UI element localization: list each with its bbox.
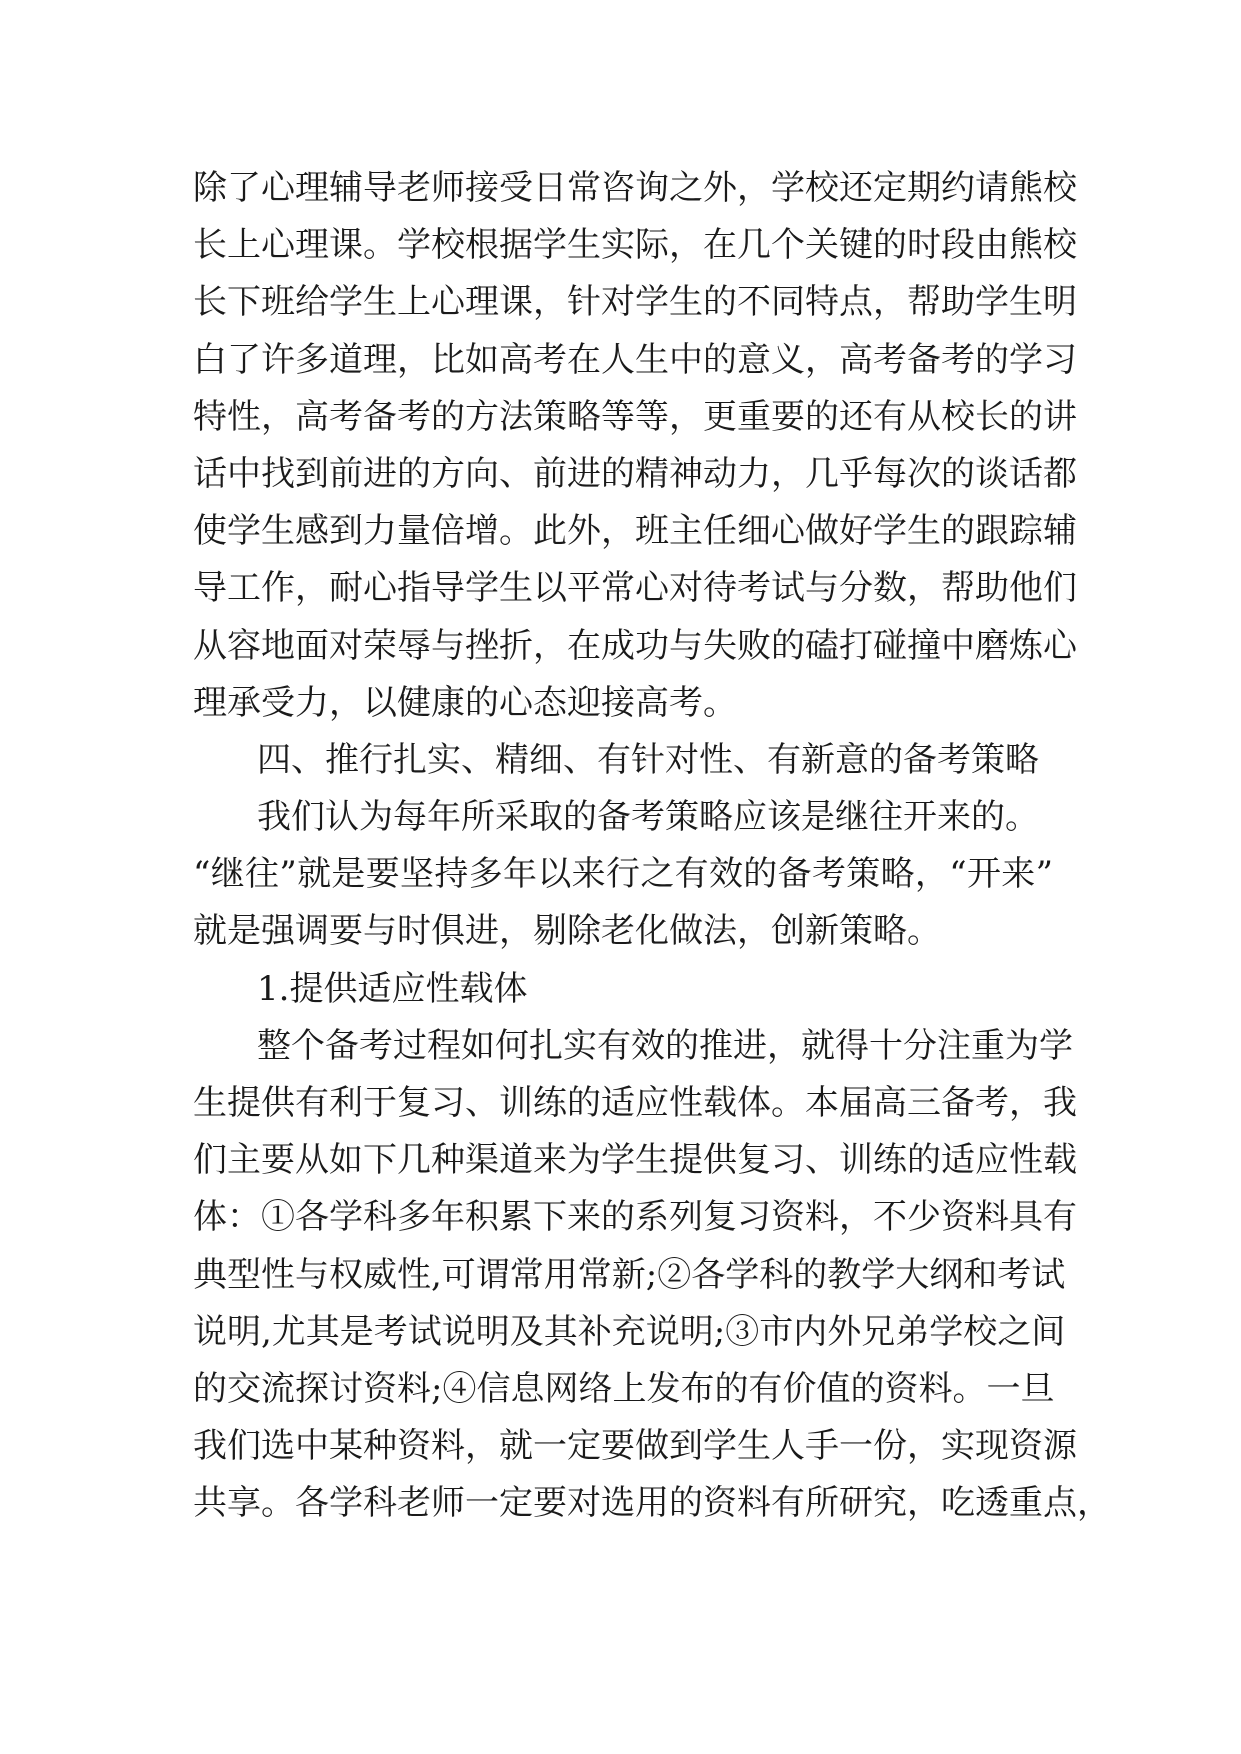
text-line: 话中找到前进的方向、前进的精神动力，几乎每次的谈话都: [193, 453, 1077, 494]
text-line: 我们选中某种资料，就一定要做到学生人手一份，实现资源: [193, 1426, 1077, 1467]
text-line: 说明,尤其是考试说明及其补充说明;③市内外兄弟学校之间: [193, 1311, 1066, 1352]
text-line: 共享。各学科老师一定要对选用的资料有所研究，吃透重点，: [193, 1483, 1111, 1524]
text-line: 我们认为每年所采取的备考策略应该是继往开来的。: [257, 797, 1039, 838]
text-line: 的交流探讨资料;④信息网络上发布的有价值的资料。一旦: [193, 1368, 1055, 1409]
text-line: 使学生感到力量倍增。此外，班主任细心做好学生的跟踪辅: [193, 511, 1077, 552]
text-line: 白了许多道理，比如高考在人生中的意义，高考备考的学习: [193, 339, 1077, 380]
text-line: 特性，高考备考的方法策略等等，更重要的还有从校长的讲: [193, 396, 1077, 437]
text-line: 典型性与权威性,可谓常用常新;②各学科的教学大纲和考试: [193, 1254, 1066, 1295]
text-line: “继往”就是要坚持多年以来行之有效的备考策略，“开来”: [193, 854, 1053, 895]
section-heading: 四、推行扎实、精细、有针对性、有新意的备考策略: [257, 739, 1039, 780]
text-line: 导工作，耐心指导学生以平常心对待考试与分数，帮助他们: [193, 568, 1077, 609]
text-line: 长下班给学生上心理课，针对学生的不同特点，帮助学生明: [193, 282, 1077, 323]
body-text: [193, 160, 1111, 1533]
text-line: 就是强调要与时俱进，剔除老化做法，创新策略。: [193, 911, 941, 952]
text-line: 体：①各学科多年积累下来的系列复习资料，不少资料具有: [193, 1197, 1077, 1238]
text-line: 除了心理辅导老师接受日常咨询之外，学校还定期约请熊校: [193, 168, 1077, 208]
text-line: 长上心理课。学校根据学生实际，在几个关键的时段由熊校: [193, 225, 1077, 266]
text-line: 们主要从如下几种渠道来为学生提供复习、训练的适应性载: [193, 1140, 1077, 1181]
text-line: 生提供有利于复习、训练的适应性载体。本届高三备考，我: [193, 1083, 1077, 1123]
text-line: 整个备考过程如何扎实有效的推进，就得十分注重为学: [257, 1025, 1073, 1066]
subsection-heading: 1.提供适应性载体: [257, 968, 528, 1009]
text-line: 理承受力，以健康的心态迎接高考。: [193, 682, 737, 723]
text-line: 从容地面对荣辱与挫折，在成功与失败的磕打碰撞中磨炼心: [193, 625, 1077, 666]
